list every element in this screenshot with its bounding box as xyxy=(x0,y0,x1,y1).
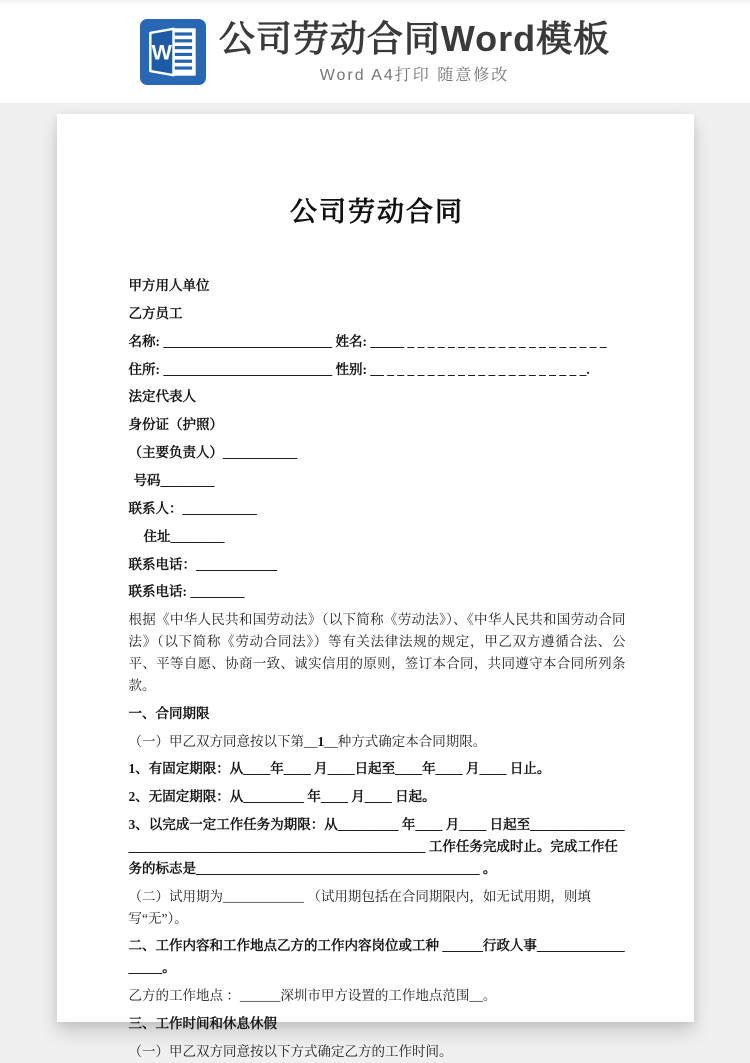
document-page xyxy=(57,114,694,1059)
field-phone-2: 联系电话: ________ xyxy=(128,584,245,600)
clause-1-1-pre: （一）甲乙双方同意按以下第__ xyxy=(128,733,318,749)
preamble-paragraph: 根据《中华人民共和国劳动法》（以下简称《劳动法》）、《中华人民共和国劳动合同法》（以下简称《劳动合同法》）等有关法律法规的规定，甲乙双方遵循合法、公平、平等自愿、协商一致、诚实信用的原则，签订本合同，共同遵守本合同所列条款。 xyxy=(128,612,626,693)
field-id-card: 身份证（护照） xyxy=(128,417,223,433)
header-text-block xyxy=(219,18,610,85)
header-subtitle: Word A4打印 随意修改 xyxy=(319,67,510,85)
field-phone-1: 联系电话：____________ xyxy=(128,556,277,572)
header-title: 公司劳动合同Word模板 xyxy=(218,17,611,59)
document-title: 公司劳动合同 xyxy=(290,197,464,227)
section-3-heading: 三、工作时间和休息休假 xyxy=(128,1016,277,1032)
page-backdrop xyxy=(0,103,750,1060)
field-number: 号码________ xyxy=(133,473,215,489)
header-bar xyxy=(0,0,750,103)
clause-item-3: 3、以完成一定工作任务为期限：从_________ 年____ 月____ 日起至__________________________________________________________ 工作任务完成时止。完成工作任务的标志是__________________________________________ 。 xyxy=(128,817,625,876)
work-location-line: 乙方的工作地点 ：______深圳市甲方设置的工作地点范围__。 xyxy=(128,988,497,1004)
clause-item-1: 1、有固定期限：从____年____ 月____日起至____年____ 月____ 日止。 xyxy=(128,761,551,777)
field-address-row: 住所: _________________________ 性别: __ _ _ _ _ _ _ _ _ _ _ _ _ _ _ _ _ _ _ _ _. xyxy=(128,361,590,377)
field-party-b: 乙方员工 xyxy=(128,305,183,321)
field-principal: （主要负责人）___________ xyxy=(128,445,298,461)
clause-1-1-post: __种方式确定本合同期限。 xyxy=(324,733,487,749)
field-residence: 住址________ xyxy=(143,528,225,544)
field-name-row: 名称: _________________________ 姓名: _____ _ _ _ _ _ _ _ _ _ _ _ _ _ _ _ _ _ _ _ _ xyxy=(128,333,607,349)
section-2-heading-line: 二、工作内容和工作地点乙方的工作内容岗位或工种 ______行政人事__________________。 xyxy=(128,938,625,976)
clause-1-1 xyxy=(129,731,626,753)
clause-1-1-number: 1 xyxy=(317,733,325,749)
clause-3-1: （一）甲乙双方同意按以下方式确定乙方的工作时间。 xyxy=(128,1043,453,1059)
field-legal-rep: 法定代表人 xyxy=(128,389,196,405)
field-contact-person: 联系人：___________ xyxy=(128,500,257,516)
word-logo-letter: W xyxy=(151,39,172,65)
clause-1-2: （二）试用期为____________ （试用期包括在合同期限内，如无试用期，则填写“无”）。 xyxy=(128,888,591,926)
section-1-heading: 一、合同期限 xyxy=(128,705,210,721)
word-logo-icon xyxy=(140,19,206,85)
clause-item-2: 2、无固定期限：从_________ 年____ 月____ 日起。 xyxy=(128,789,436,805)
field-party-a: 甲方用人单位 xyxy=(128,278,210,293)
